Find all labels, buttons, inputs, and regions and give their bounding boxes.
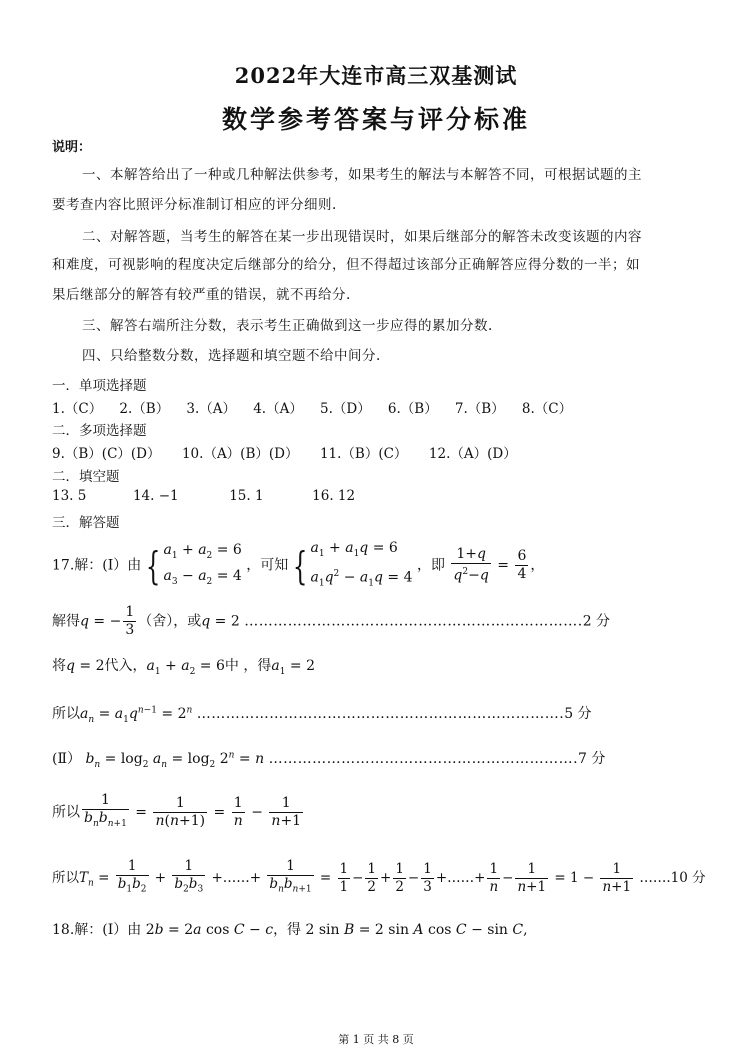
q18-line-1: 18.解：(Ⅰ）由 2b = 2a cos C − c，得 2 sin B = 2 sin A cos C − sin C, [52,922,528,938]
q17-part-2: (Ⅱ） [52,751,81,767]
note-1-line-2: 要考查内容比照评分标准制订相应的评分细则. [52,197,337,213]
answer-7: 7.（B） [454,401,505,417]
single-choice-answers [52,397,572,417]
answer-13: 13. 5 [52,488,87,504]
notes-heading: 说明： [52,140,92,155]
q17-so-3: 所以 [52,869,79,886]
answer-4: 4.（A） [253,401,303,417]
document-subtitle: 数学参考答案与评分标准 [221,105,530,134]
document-title: 2022年大连市高三双基测试 [234,63,518,88]
q17-score-1: 2 分 [582,613,611,630]
q17-so-2: 所以 [52,804,80,821]
answer-1: 1.（C） [52,401,103,417]
q17-she: （舍），或 [138,613,202,630]
q17-line-1: 17.解：(Ⅰ）由 { $a_1 + a_2 = 6$ $a_3 - a_2 = 4$ ，可知 { $a_1 + a_1q = 6$ $a_1q^2 - a_1q = 4$ ，即 $\frac{1+q}{q^2-q}$ = $\frac{6}{4}$ ， [52,540,545,589]
fill-blank-answers [52,488,355,504]
q17-label: 17.解：(Ⅰ）由 [52,557,142,574]
answer-5: 5.（D） [320,401,371,417]
answer-12: 12.（A）(D） [428,446,517,462]
q17-sub-in: 中 ，得 [224,658,272,674]
q17-line-4: 所以$a_n = a_1q^{n-1} = 2^n$ ………………………………………………………………….5 分 [52,705,592,725]
answer-8: 8.（C） [521,401,573,417]
answer-6: 6.（B） [387,401,438,417]
note-3: 三、解答右端所注分数，表示考生正确做到这一步应得的累加分数. [82,318,493,334]
multi-choice-heading: 二．多项选择题 [52,423,147,439]
answer-9: 9.（B）(C）(D） [52,446,161,462]
q17-line-3: 将q = 2代入，$a_1 + a_2 = 6$中 ，得$a_1 = 2$ [52,658,315,677]
q17-line-6: 所以 $\frac{1}{b_nb_{n+1}}$ = $\frac{1}{n(n+1)}$ = $\frac{1}{n}$ − $\frac{1}{n+1}$ [52,792,302,829]
q17-line-5: (Ⅱ） $b_n = \log_2 a_n = \log_2 2^n = n$ ……………………………………………………….7 分 [52,750,606,770]
q18-label: 18.解：(Ⅰ）由 [52,922,142,938]
q17-score-2: 5 分 [564,706,592,722]
note-2-line-1: 二、对解答题，当考生的解答在某一步出现错误时，如果后继部分的解答未改变该题的内容 [82,229,642,245]
answer-10: 10.（A）(B）(D） [181,446,299,462]
q17-ie: ，即 [416,557,445,574]
page-footer: 第 1 页 共 8 页 [338,1033,414,1046]
answer-11: 11.（B）(C） [319,446,408,462]
solutions-heading: 三．解答题 [52,515,120,531]
answer-16: 16. 12 [312,488,356,504]
q17-sub-mid: 代入， [104,658,147,674]
q17-know: ，可知 [246,557,289,574]
q17-so-1: 所以 [52,706,80,722]
single-choice-heading: 一．单项选择题 [52,378,147,394]
answer-15: 15. 1 [229,488,264,504]
q17-score-3: 7 分 [578,751,606,767]
q17-line-2: 解得q = − $\frac{1}{3}$ （舍），或q = 2 …………………………………………………………….2 分 [52,604,611,638]
note-1-line-1: 一、本解答给出了一种或几种解法供参考，如果考生的解法与本解答不同，可根据试题的主 [82,167,642,183]
q17-solve-prefix: 解得 [52,613,80,630]
note-2-line-2: 和难度，可视影响的程度决定后继部分的给分，但不得超过该部分正确解答应得分数的一半；如 [52,257,640,273]
answer-3: 3.（A） [186,401,237,417]
note-4: 四、只给整数分数，选择题和填空题不给中间分. [82,348,381,364]
answer-14: 14. −1 [132,488,179,504]
q17-sub-prefix: 将 [52,658,66,674]
q17-line-7: 所以$T_n$ = $\frac{1}{b_1b_2}$ + $\frac{1}{b_2b_3}$ +……+ $\frac{1}{b_nb_{n+1}}$ = $\frac{1}{1}$ − $\frac{1}{2}$ + $\frac{1}{2}$ − $\frac{1}{3}$ +……+ $\frac{1}{n}$ − $\frac{1}{n+1}$ = 1 − $\frac{1}{n+1}$ …….10 分 [52,858,706,895]
q17-score-4: 10 分 [670,869,706,886]
q18-mid: ，得 [273,922,302,938]
fill-blank-heading: 二．填空题 [52,469,120,485]
note-2-line-3: 果后继部分的解答有较严重的错误，就不再给分. [52,287,351,303]
answer-2: 2.（B） [119,401,170,417]
multi-choice-answers [52,442,517,462]
